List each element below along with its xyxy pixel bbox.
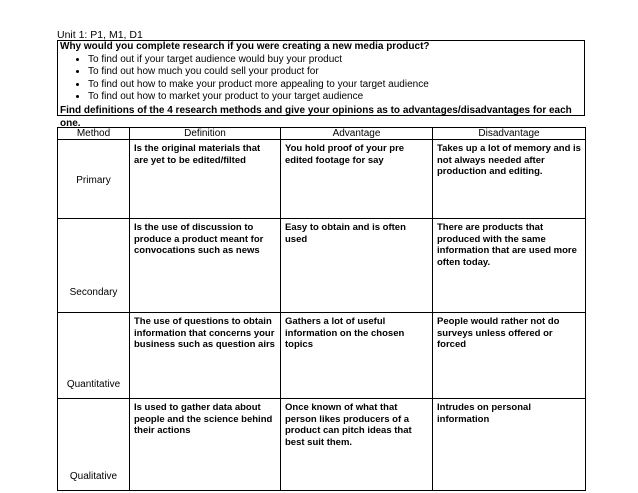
table-row (58, 399, 586, 491)
list-item: • To find out how to market your product to your target audience (88, 91, 582, 104)
task-instruction: Find definitions of the 4 research methods and give your opinions as to advantages/disadvantages for each one. (60, 104, 572, 129)
table-header-row (58, 128, 586, 140)
disadvantage-cell: People would rather not do surveys unless offered or forced (433, 313, 586, 399)
disadvantage-cell: Intrudes on personal information (433, 399, 586, 491)
column-header-advantage: Advantage (281, 128, 433, 140)
method-cell: Qualitative (58, 399, 130, 491)
advantage-cell: You hold proof of your pre edited footage for say (281, 140, 433, 219)
method-cell: Secondary (58, 219, 130, 313)
research-question-box (57, 40, 585, 129)
research-question: Why would you complete research if you were creating a new media product? (60, 41, 430, 52)
research-methods-table (57, 127, 586, 491)
column-header-method: Method (58, 128, 130, 140)
unit-title: Unit 1: P1, M1, D1 (57, 29, 143, 41)
list-item: • To find out if your target audience would buy your product (88, 54, 582, 67)
column-header-definition: Definition (130, 128, 281, 140)
table-row (58, 140, 586, 219)
definition-cell: Is the use of discussion to produce a product meant for convocations such as news (130, 219, 281, 313)
advantage-cell: Easy to obtain and is often used (281, 219, 433, 313)
disadvantage-cell: Takes up a lot of memory and is not always needed after production and editing. (433, 140, 586, 219)
disadvantage-cell: There are products that produced with the same information that are used more often today. (433, 219, 586, 313)
research-reasons-list (60, 54, 582, 104)
column-header-disadvantage: Disadvantage (433, 128, 586, 140)
definition-cell: Is used to gather data about people and the science behind their actions (130, 399, 281, 491)
list-item: • To find out how to make your product more appealing to your target audience (88, 79, 582, 92)
method-cell: Quantitative (58, 313, 130, 399)
definition-cell: Is the original materials that are yet to be edited/filted (130, 140, 281, 219)
definition-cell: The use of questions to obtain information that concerns your business such as question airs (130, 313, 281, 399)
list-item: • To find out how much you could sell your product for (88, 66, 582, 79)
table-row (58, 313, 586, 399)
advantage-cell: Once known of what that person likes producers of a product can pitch ideas that best suit them. (281, 399, 433, 491)
method-cell: Primary (58, 140, 130, 219)
table-row (58, 219, 586, 313)
advantage-cell: Gathers a lot of useful information on the chosen topics (281, 313, 433, 399)
